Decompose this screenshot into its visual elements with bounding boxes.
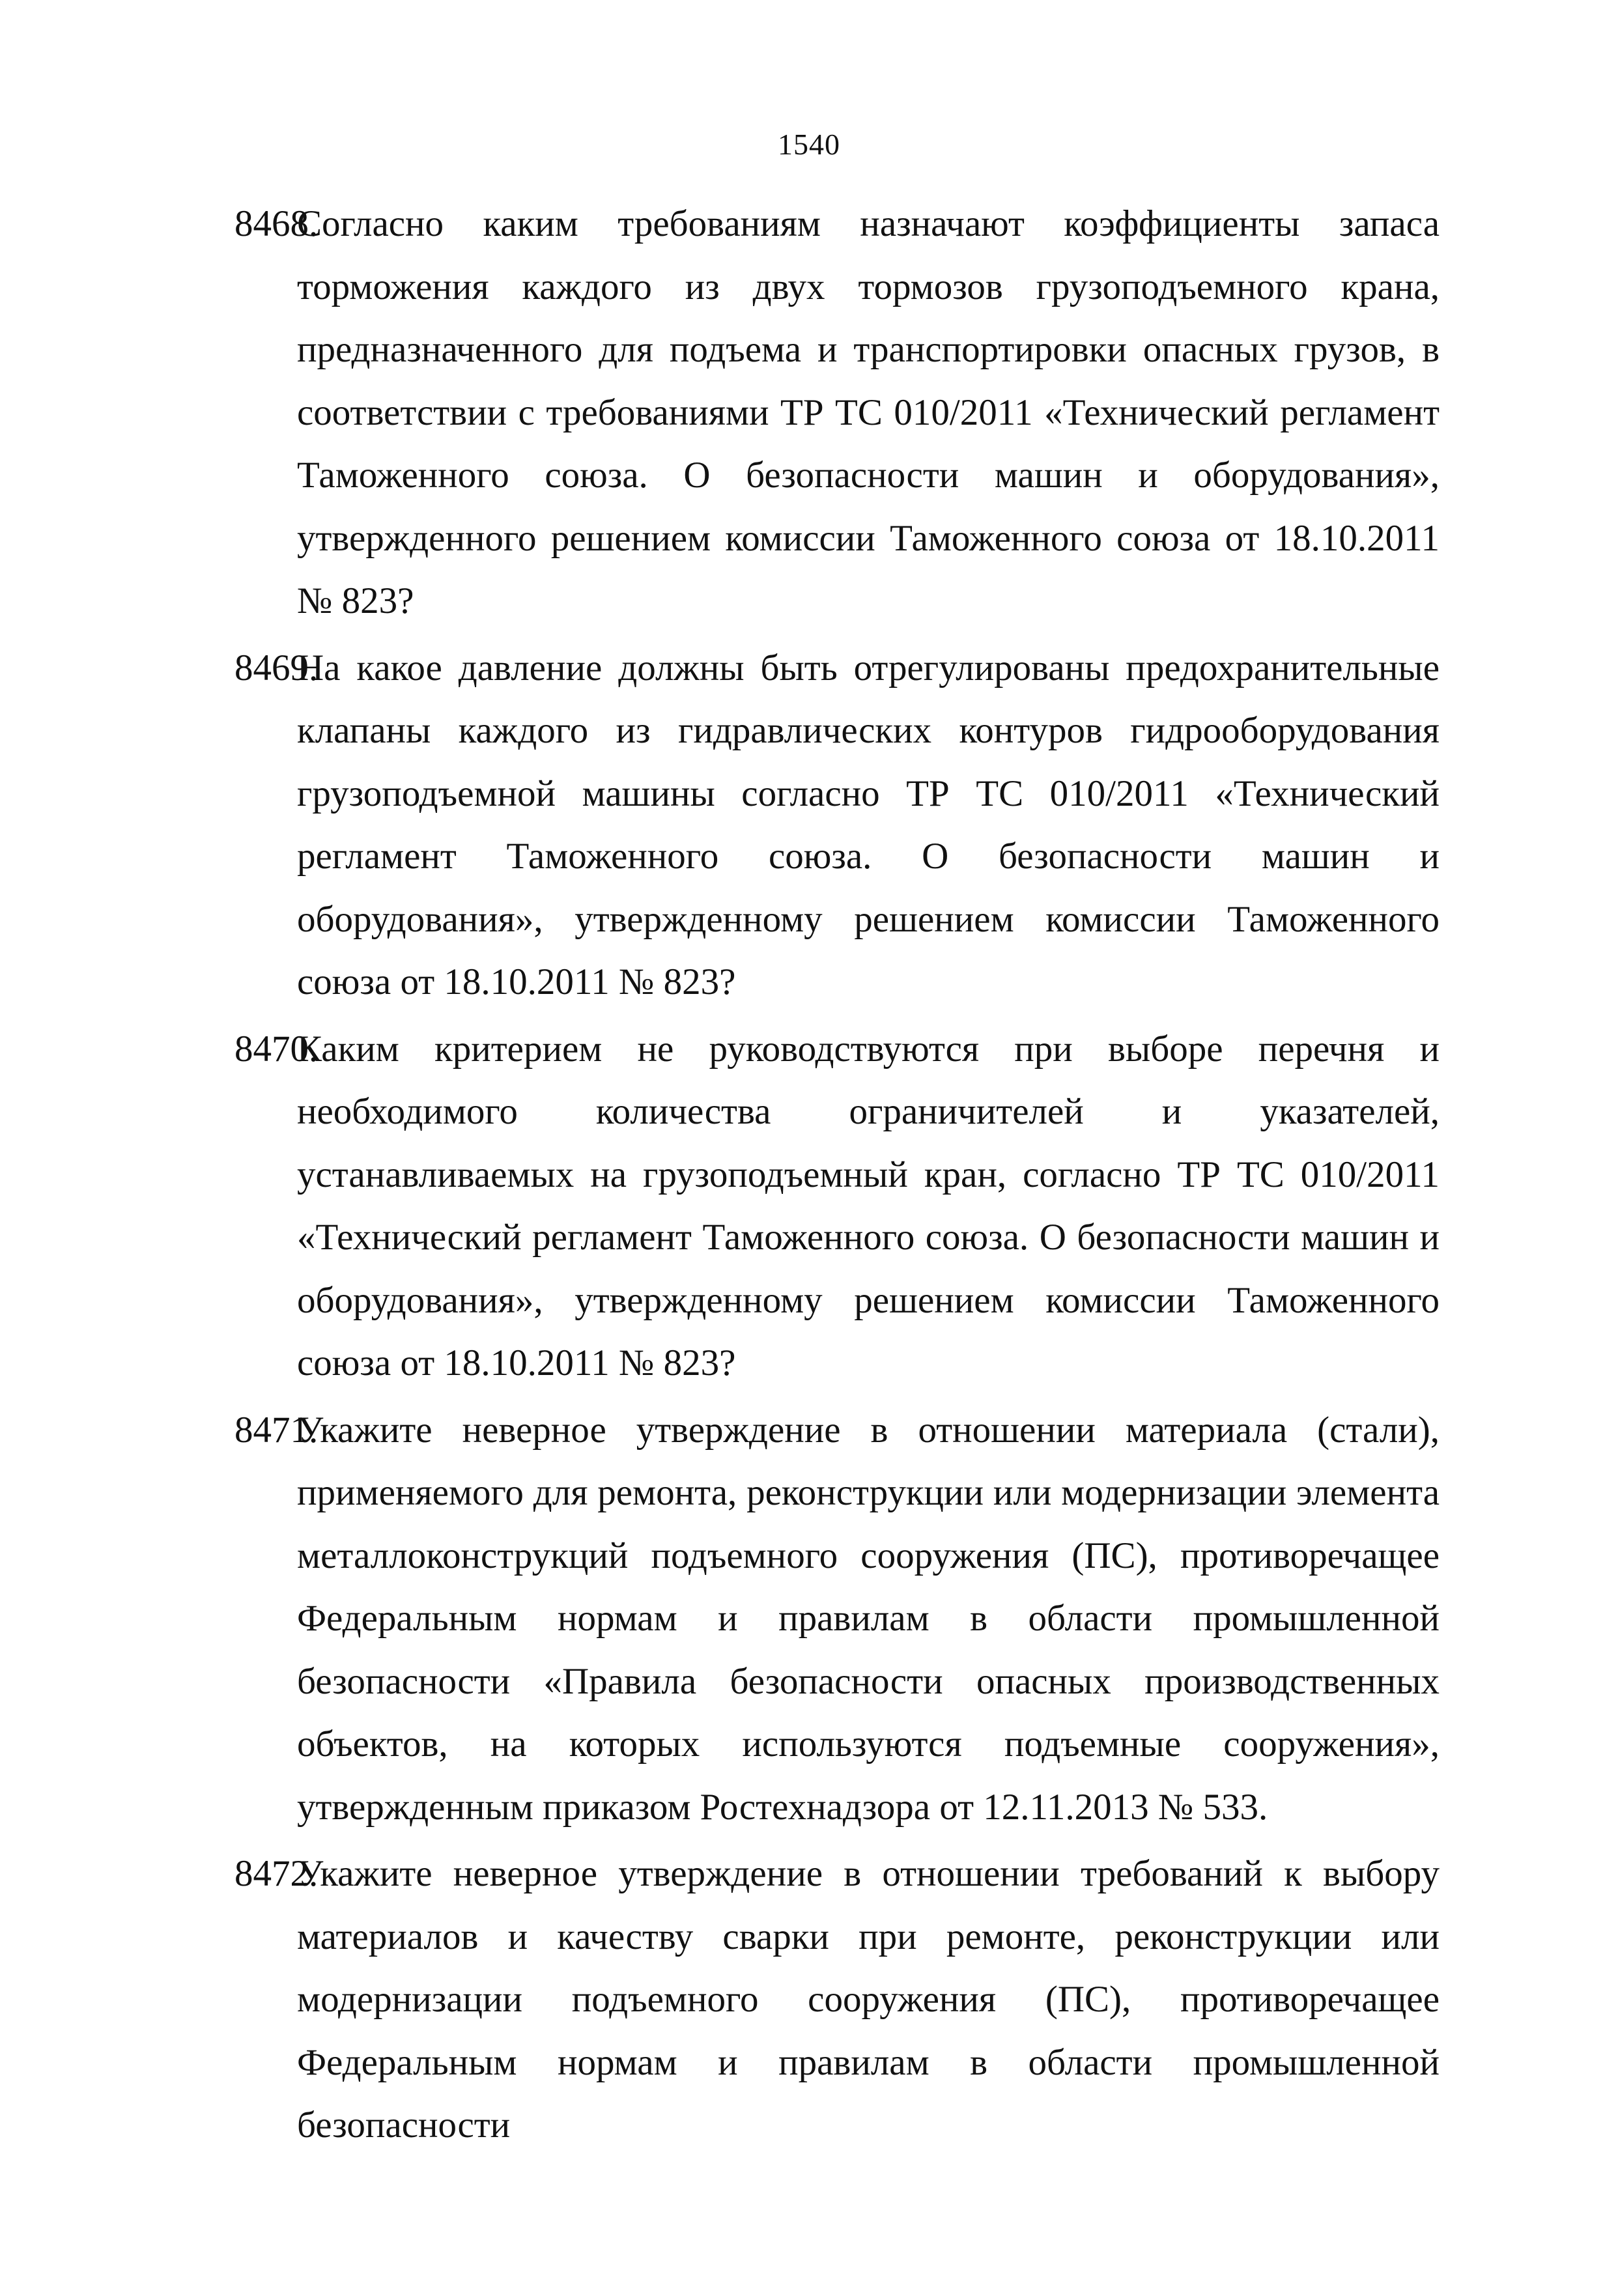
question-number: 8470. [234,1028,319,1070]
question-text: На какое давление должны быть отрегулированы предохранительные клапаны каждого из гидравлических контуров гидрооборудования грузоподъемной машины согласно ТР ТС 010/2011 «Технический регламент Таможенного союза. О безопасности машин и оборудования», утвержденному решением комиссии Таможенного союза от 18.10.2011 № 823? [297,647,1440,1002]
question-item [234,1018,1440,1395]
question-text: Согласно каким требованиям назначают коэффициенты запаса торможения каждого из двух тормозов грузоподъемного крана, предназначенного для подъема и транспортировки опасных грузов, в соответствии с требованиями ТР ТС 010/2011 «Технический регламент Таможенного союза. О безопасности машин и оборудования», утвержденного решением комиссии Таможенного союза от 18.10.2011 № 823? [297,203,1440,621]
question-text: Каким критерием не руководствуются при выборе перечня и необходимого количества ограничителей и указателей, устанавливаемых на грузоподъемный кран, согласно ТР ТС 010/2011 «Технический регламент Таможенного союза. О безопасности машин и оборудования», утвержденному решением комиссии Таможенного союза от 18.10.2011 № 823? [297,1028,1440,1383]
question-item [234,1843,1440,2157]
page-number: 1540 [778,128,840,161]
question-text: Укажите неверное утверждение в отношении требований к выбору материалов и качеству сварки при ремонте, реконструкции или модернизации подъемного сооружения (ПС), противоречащее Федеральным нормам и правилам в области промышленной безопасности [297,1853,1440,2146]
question-number: 8472. [234,1853,319,1894]
question-item [234,637,1440,1014]
question-number: 8471. [234,1409,319,1451]
question-item [234,1399,1440,1839]
question-list [234,193,1440,2161]
question-number: 8468. [234,203,319,244]
question-number: 8469. [234,647,319,688]
question-item [234,193,1440,633]
question-text: Укажите неверное утверждение в отношении материала (стали), применяемого для ремонта, реконструкции или модернизации элемента металлоконструкций подъемного сооружения (ПС), противоречащее Федеральным нормам и правилам в области промышленной безопасности «Правила безопасности опасных производственных объектов, на которых используются подъемные сооружения», утвержденным приказом Ростехнадзора от 12.11.2013 № 533. [297,1409,1440,1828]
